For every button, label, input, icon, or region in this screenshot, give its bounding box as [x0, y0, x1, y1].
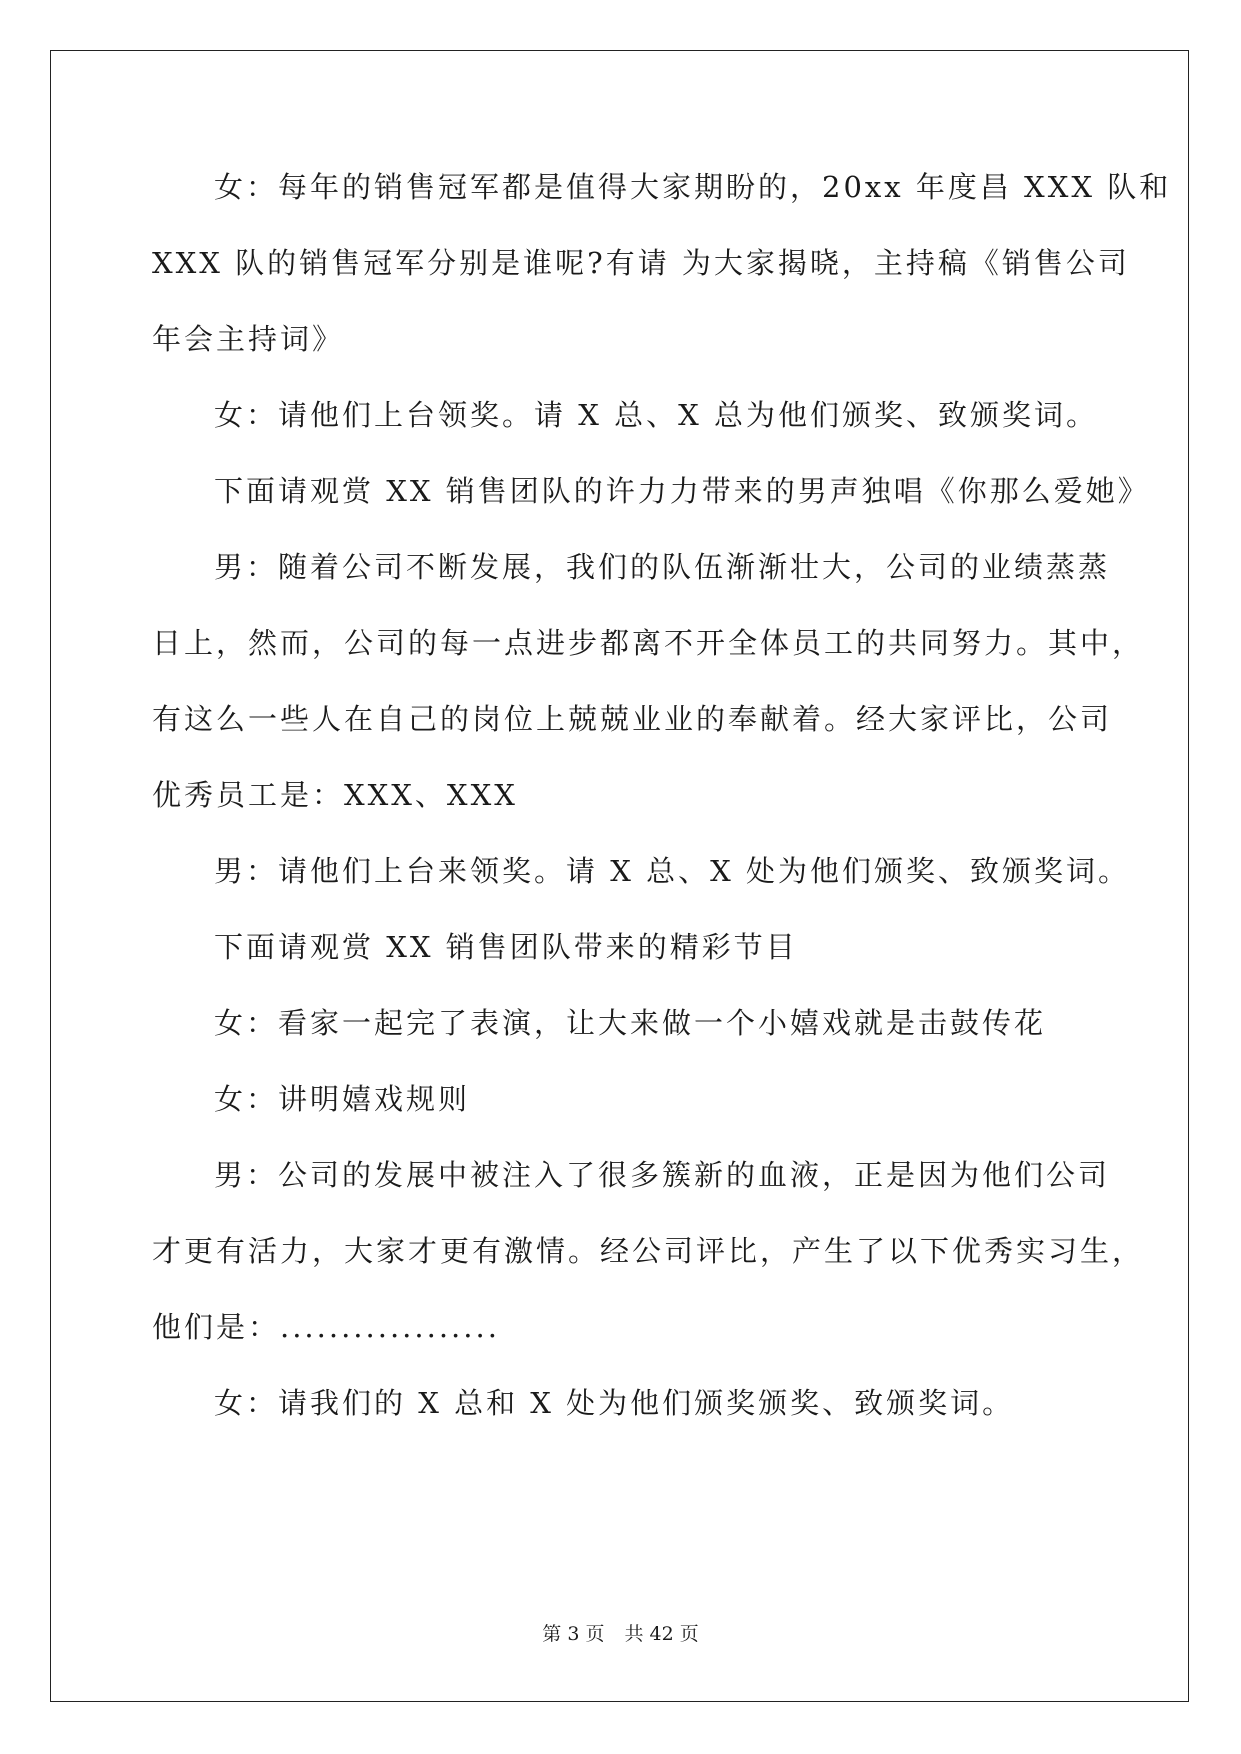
paragraph-line: 男：随着公司不断发展，我们的队伍渐渐壮大，公司的业绩蒸蒸	[214, 550, 1111, 584]
page-footer	[0, 1622, 1241, 1646]
paragraph-line: 优秀员工是：XXX、XXX	[152, 778, 518, 812]
document-body	[152, 167, 1172, 1459]
page-total: 共 42 页	[624, 1623, 699, 1645]
paragraph-line: 女：讲明嬉戏规则	[214, 1082, 471, 1116]
paragraph-line: 下面请观赏 XX 销售团队带来的精彩节目	[214, 930, 798, 964]
paragraph-line: 他们是：..................	[152, 1310, 500, 1344]
paragraph-line: 女：每年的销售冠军都是值得大家期盼的，20xx 年度昌 XXX 队和	[214, 170, 1172, 204]
paragraph-line: 才更有活力，大家才更有激情。经公司评比，产生了以下优秀实习生，	[152, 1234, 1145, 1268]
paragraph-line: XXX 队的销售冠军分别是谁呢?有请 为大家揭晓，主持稿《销售公司	[152, 246, 1130, 280]
paragraph-line: 男：请他们上台来领奖。请 X 总、X 处为他们颁奖、致颁奖词。	[214, 854, 1130, 888]
paragraph-line: 年会主持词》	[152, 322, 345, 356]
paragraph-line: 女：看家一起完了表演，让大来做一个小嬉戏就是击鼓传花	[214, 1006, 1047, 1040]
paragraph-line: 女：请他们上台领奖。请 X 总、X 总为他们颁奖、致颁奖词。	[214, 398, 1098, 432]
paragraph-line: 有这么一些人在自己的岗位上兢兢业业的奉献着。经大家评比，公司	[152, 702, 1113, 736]
page-number: 第 3 页	[542, 1623, 605, 1645]
paragraph-line: 女：请我们的 X 总和 X 处为他们颁奖颁奖、致颁奖词。	[214, 1386, 1015, 1420]
paragraph-line: 下面请观赏 XX 销售团队的许力力带来的男声独唱《你那么爱她》	[214, 474, 1150, 508]
paragraph-line: 日上，然而，公司的每一点进步都离不开全体员工的共同努力。其中，	[152, 626, 1145, 660]
paragraph-line: 男：公司的发展中被注入了很多簇新的血液，正是因为他们公司	[214, 1158, 1111, 1192]
